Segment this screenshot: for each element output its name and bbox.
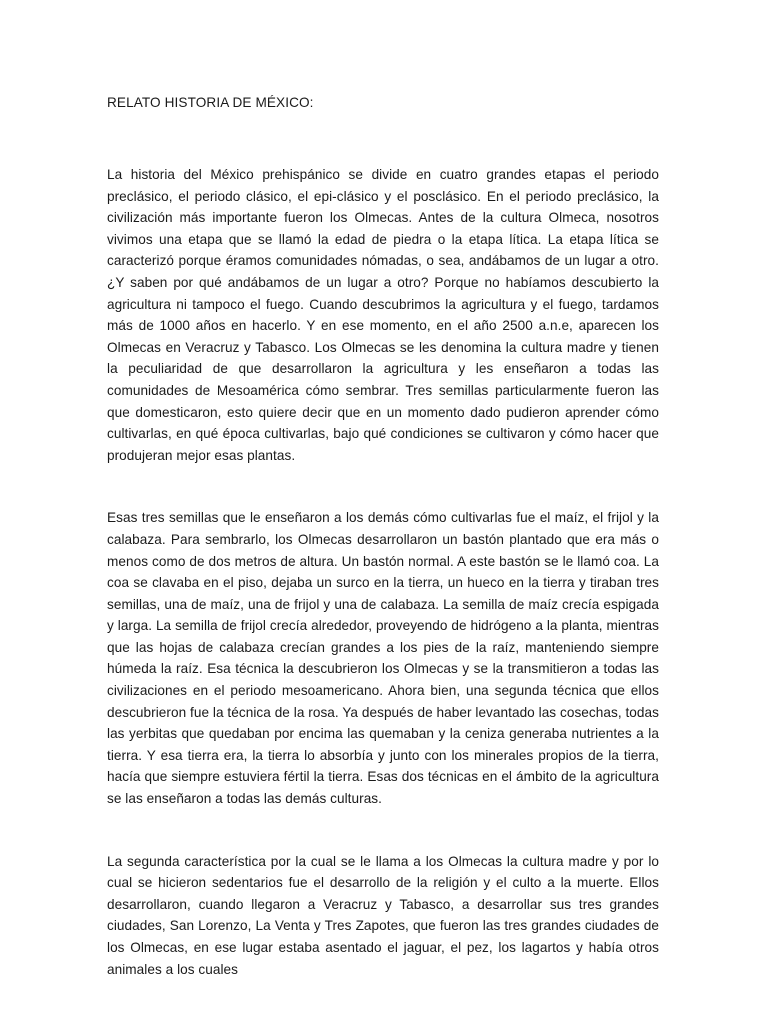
paragraph-1: La historia del México prehispánico se divide en cuatro grandes etapas el periodo preclásico, el periodo clásico, el epi-clásico y el posclásico. En el periodo preclásico, la civilización más importante fueron los Olmecas. Antes de la cultura Olmeca, nosotros vivimos una etapa que se llamó la edad de piedra o la etapa lítica. La etapa lítica se caracterizó porque éramos comunidades nómadas, o sea, andábamos de un lugar a otro. ¿Y saben por qué andábamos de un lugar a otro? Porque no habíamos descubierto la agricultura ni tampoco el fuego. Cuando descubrimos la agricultura y el fuego, tardamos más de 1000 años en hacerlo. Y en ese momento, en el año 2500 a.n.e, aparecen los Olmecas en Veracruz y Tabasco. Los Olmecas se les denomina la cultura madre y tienen la peculiaridad de que desarrollaron la agricultura y les enseñaron a todas las comunidades de Mesoamérica cómo sembrar. Tres semillas particularmente fueron las que domesticaron, esto quiere decir que en un momento dado pudieron aprender cómo cultivarlas, en qué época cultivarlas, bajo qué condiciones se cultivaron y cómo hacer que produjeran mejor esas plantas. [107,167,659,463]
paragraph-2: Esas tres semillas que le enseñaron a los demás cómo cultivarlas fue el maíz, el frijol y la calabaza. Para sembrarlo, los Olmecas desarrollaron un bastón plantado que era más o menos como de dos metros de altura. Un bastón normal. A este bastón se le llamó coa. La coa se clavaba en el piso, dejaba un surco en la tierra, un hueco en la tierra y tiraban tres semillas, una de maíz, una de frijol y una de calabaza. La semilla de maíz crecía espigada y larga. La semilla de frijol crecía alrededor, proveyendo de hidrógeno a la planta, mientras que las hojas de calabaza crecían grandes a los pies de la raíz, manteniendo siempre húmeda la raíz. Esa técnica la descubrieron los Olmecas y se la transmitieron a todas las civilizaciones en el periodo mesoamericano. Ahora bien, una segunda técnica que ellos descubrieron fue la técnica de la rosa. Ya después de haber levantado las cosechas, todas las yerbitas que quedaban por encima las quemaban y la ceniza generaba nutrientes a la tierra. Y esa tierra era, la tierra lo absorbía y junto con los minerales propios de la tierra, hacía que siempre estuviera fértil la tierra. Esas dos técnicas en el ámbito de la agricultura se las enseñaron a todas las demás culturas. [107,510,659,807]
document-title: RELATO HISTORIA DE MÉXICO: [107,95,314,110]
document-page [107,93,659,980]
paragraph-3: La segunda característica por la cual se le llama a los Olmecas la cultura madre y por lo cual se hicieron sedentarios fue el desarrollo de la religión y el culto a la muerte. Ellos desarrollaron, cuando llegaron a Veracruz y Tabasco, a desarrollar sus tres grandes ciudades, San Lorenzo, La Venta y Tres Zapotes, que fueron las tres grandes ciudades de los Olmecas, en ese lugar estaba asentado el jaguar, el pez, los lagartos y había otros animales a los cuales [107,853,659,977]
